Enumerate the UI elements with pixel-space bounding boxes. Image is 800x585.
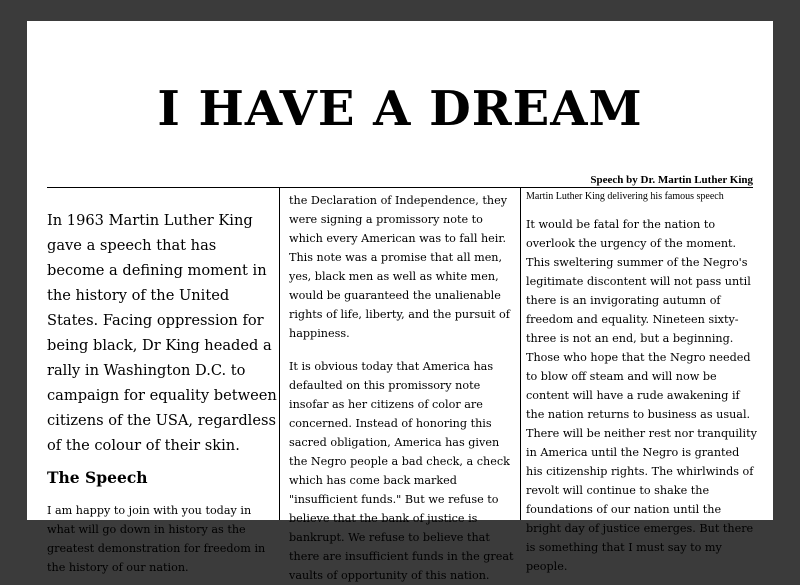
- byline: Speech by Dr. Martin Luther King: [590, 174, 753, 186]
- speech-lead-paragraph: I am happy to join with you today in what will go down in history as the greatest demonstration for freedom in the history of our nation.: [47, 504, 266, 574]
- document-page: [27, 21, 773, 582]
- document-title: I HAVE A DREAM: [157, 81, 643, 137]
- column-right: [520, 188, 757, 573]
- image-caption: Martin Luther King delivering his famous speech: [526, 191, 724, 202]
- column-middle: [279, 188, 520, 582]
- column-intro: [47, 188, 277, 574]
- body-paragraph: the Declaration of Independence, they were signing a promissory note to which every American was to fall heir. This note was a promise that all men, yes, black men as well as white men, would be guaranteed the unalienable rights of life, liberty, and the pursuit of happiness.: [289, 194, 510, 340]
- section-heading: The Speech: [47, 468, 148, 487]
- body-paragraph: It would be fatal for the nation to overlook the urgency of the moment. This sweltering summer of the Negro's legitimate discontent will not pass until there is an invigorating autumn of freedom and equality. Nineteen sixty-three is not an end, but a beginning. Those who hope that the Negro needed to blow off steam and will now be content will have a rude awakening if the nation returns to business as usual. There will be neither rest nor tranquility in America until the Negro is granted his citizenship rights. The whirlwinds of revolt will continue to shake the foundations of our nation until the bright day of justice emerges. But there is something that I must say to my people.: [526, 218, 757, 573]
- body-paragraph: It is obvious today that America has defaulted on this promissory note insofar as her citizens of color are concerned. Instead of honoring this sacred obligation, America has given the Negro people a bad check, a check which has come back marked "insufficient funds." But we refuse to believe that the bank of justice is bankrupt. We refuse to believe that there are insufficient funds in the great vaults of opportunity of this nation.: [289, 360, 514, 582]
- intro-paragraph: In 1963 Martin Luther King gave a speech that has become a defining moment in the history of the United States. Facing oppression for being black, Dr King headed a rally in Washington D.C. to campaign for equality between citizens of the USA, regardless of the colour of their skin.: [47, 212, 277, 454]
